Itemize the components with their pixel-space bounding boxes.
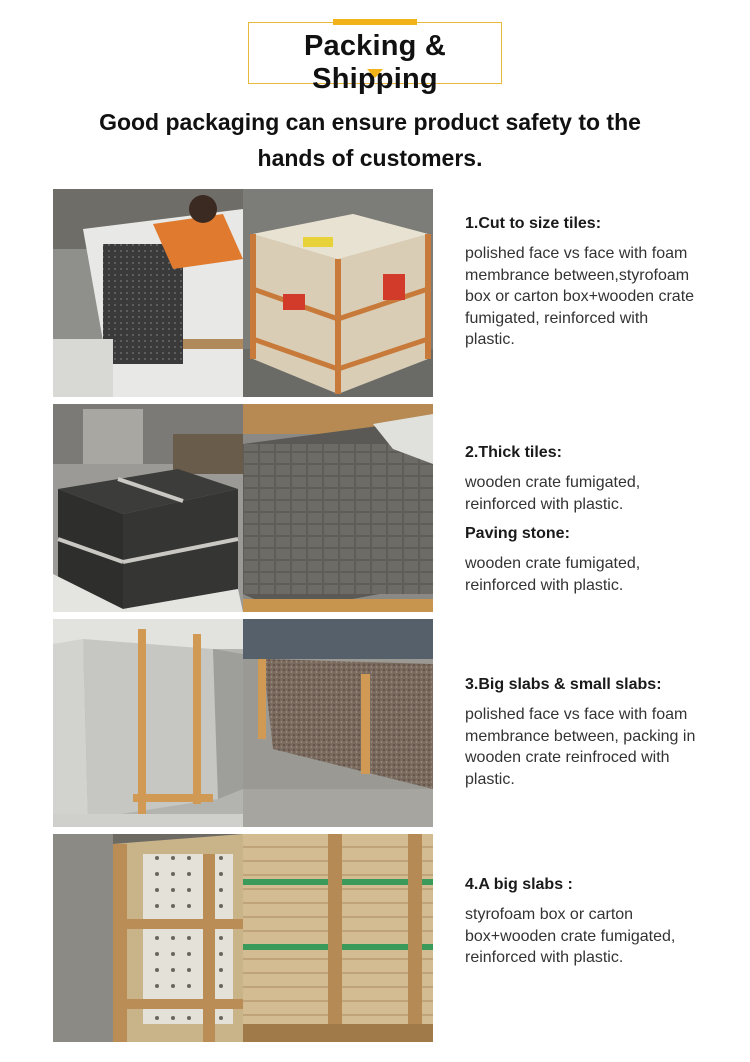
section-1-heading: 1.Cut to size tiles: bbox=[465, 215, 602, 232]
subtitle-line-1: Good packaging can ensure product safety to the bbox=[99, 109, 641, 135]
photo-granite-slabs bbox=[243, 619, 433, 827]
section-big-small-slabs bbox=[53, 619, 703, 827]
section-big-slabs bbox=[53, 834, 703, 1042]
photo-wrapping-tiles bbox=[53, 189, 243, 397]
section-3-description bbox=[465, 674, 700, 790]
photo-slabs-a-frame bbox=[53, 619, 243, 827]
section-2-description bbox=[465, 442, 700, 596]
section-2-subtext: wooden crate fumigated, reinforced with plastic. bbox=[465, 555, 641, 594]
title-arrow-icon bbox=[367, 69, 383, 78]
photo-big-slab-wooden-box bbox=[243, 834, 433, 1042]
section-2-subheading: Paving stone: bbox=[465, 525, 570, 542]
section-2-text: wooden crate fumigated, reinforced with plastic. bbox=[465, 474, 641, 513]
subtitle-line-2: hands of customers. bbox=[257, 145, 483, 171]
title-accent-bar bbox=[333, 19, 417, 25]
section-1-description bbox=[465, 213, 700, 351]
section-4-description bbox=[465, 874, 700, 969]
section-4-heading: 4.A big slabs : bbox=[465, 876, 573, 893]
section-2-heading: 2.Thick tiles: bbox=[465, 444, 562, 461]
section-3-heading: 3.Big slabs & small slabs: bbox=[465, 676, 662, 693]
photo-wooden-crate-tiles bbox=[243, 189, 433, 397]
page-title: Packing & Shipping bbox=[303, 30, 446, 95]
photo-big-slab-crate bbox=[53, 834, 243, 1042]
page-subtitle bbox=[40, 104, 700, 176]
photo-paving-stone-crate bbox=[243, 404, 433, 612]
section-thick-tiles bbox=[53, 404, 703, 612]
section-1-text: polished face vs face with foam membrance between,styrofoam box or carton box+wooden crate fumigated, reinforced with plastic. bbox=[465, 245, 695, 348]
photo-thick-tiles-bundle bbox=[53, 404, 243, 612]
section-4-text: styrofoam box or carton box+wooden crate fumigated, reinforced with plastic. bbox=[465, 906, 676, 966]
section-3-text: polished face vs face with foam membrance between, packing in wooden crate reinfroced with plastic. bbox=[465, 706, 696, 788]
section-cut-to-size-tiles bbox=[53, 189, 703, 397]
